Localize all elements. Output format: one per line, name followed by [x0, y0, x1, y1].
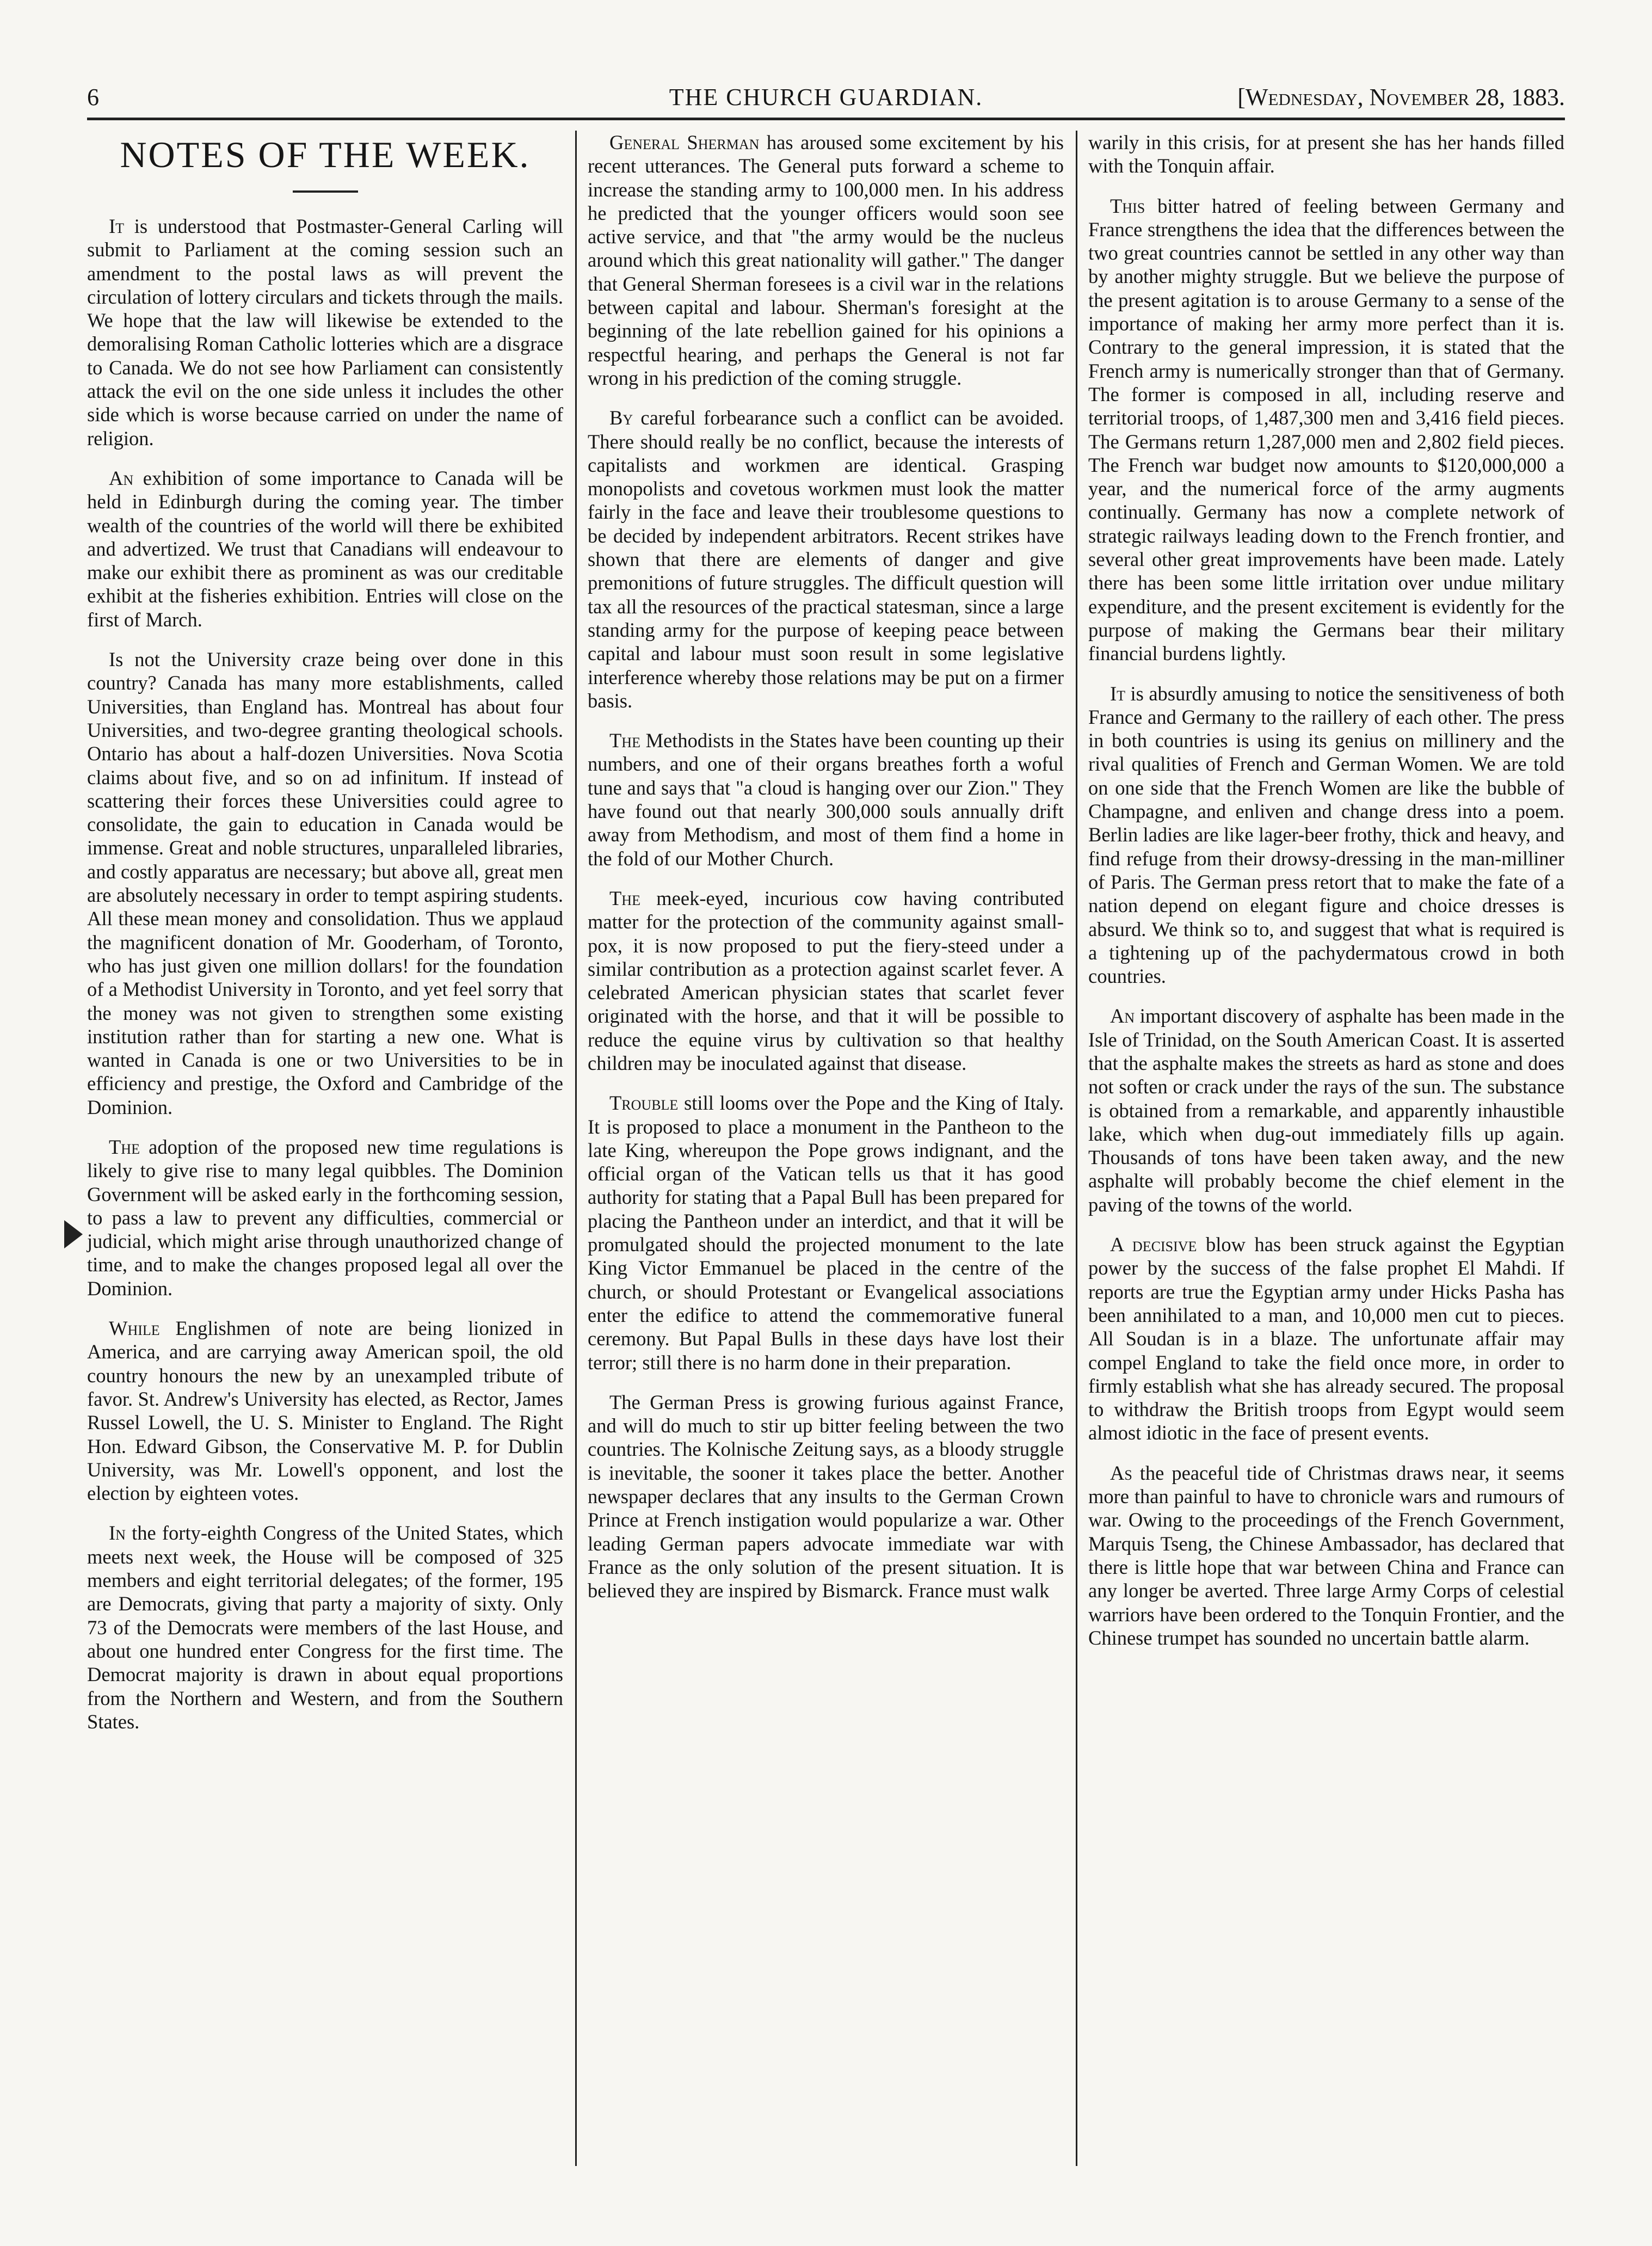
- note-paragraph: In the forty-eighth Congress of the United States, which meets next week, the House will be composed of 325 members and eight territorial delegates; of the former, 195 are Democrats, giving that party a majority of sixty. Only 73 of the Democrats were members of the last House, and about one hundred enter Congress for the first time. The Democrat majority is drawn in about equal proportions from the Northern and Western, and from the Southern States.: [87, 1522, 563, 1733]
- note-paragraph: As the peaceful tide of Christmas draws near, it seems more than painful to have to chronicle wars and rumours of war. Owing to the proceedings of the French Government, Marquis Tseng, the Chinese Ambassador, has declared that there is little hope that war between China and France can any longer be averted. Three large Army Corps of celestial warriors have been ordered to the Tonquin Frontier, and the Chinese trumpet has sounded no uncertain battle alarm.: [1088, 1461, 1564, 1649]
- note-paragraph: It is absurdly amusing to notice the sensitiveness of both France and Germany to the raillery of each other. The press in both countries is using its genius on millinery and the rival qualities of French and German Women. We are told on one side that the French Women are like the bubble of Champagne, and enliven and change dress into a poem. Berlin ladies are like lager-beer frothy, thick and heavy, and find refuge from their drowsy-dressing in the man-milliner of Paris. The German press retort that to make the fate of a nation depend on elegant figure and choice dresses is absurd. We think so to, and suggest that what is required is a tightening up of the pachydermatous crowd in both countries.: [1088, 682, 1564, 988]
- note-paragraph-continues: The German Press is growing furious against France, and will do much to stir up bitter feeling between the two countries. The Kolnische Zeitung says, as a bloody struggle is inevitable, the sooner it takes place the better. Another newspaper declares that any insults to the German Crown Prince at French instigation would popularize a war. Other leading German papers advocate immediate war with France as the only solution of the present situation. It is believed they are inspired by Bismarck. France must walk: [588, 1390, 1064, 1602]
- section-title: NOTES OF THE WEEK.: [120, 134, 531, 175]
- title-rule: [293, 190, 358, 193]
- column-1: [87, 131, 563, 1750]
- note-paragraph-continued: warily in this crisis, for at present she has her hands filled with the Tonquin affair.: [1088, 131, 1564, 177]
- column-3: [1088, 131, 1564, 1666]
- column-divider: [575, 131, 577, 2166]
- page-header: [87, 82, 1565, 113]
- note-paragraph: The meek-eyed, incurious cow having contributed matter for the protection of the community against small-pox, it is now proposed to put the fiery-steed under a similar contribution as a protection against scarlet fever. A celebrated American physician states that scarlet fever originated with the horse, and that it will be possible to reduce the equine virus by cultivation so that healthy children may be inoculated against that disease.: [588, 887, 1064, 1074]
- note-paragraph: A decisive blow has been struck against the Egyptian power by the success of the false prophet El Mahdi. If reports are true the Egyptian army under Hicks Pasha has been annihilated to a man, and 10,000 men cut to pieces. All Soudan is in a blaze. The unfortunate affair may compel England to take the field once more, in order to firmly establish what she has already secured. The proposal to withdraw the British troops from Egypt would seem almost idiotic in the face of present events.: [1088, 1233, 1565, 1444]
- page-number: 6: [87, 84, 99, 110]
- note-paragraph: The adoption of the proposed new time regulations is likely to give rise to many legal quibbles. The Dominion Government will be asked early in the forthcoming session, to pass a law to prevent any difficulties, commercial or judicial, which might arise through unauthorized change of time, and to make the changes proposed legal all over the Dominion.: [87, 1135, 563, 1300]
- header-rule: [87, 118, 1565, 120]
- note-paragraph: Is not the University craze being over done in this country? Canada has many more establishments, called Universities, than England has. Montreal has about four Universities, and two-degree granting theological schools. Ontario has about a half-dozen Universities. Nova Scotia claims about five, and so on ad infinitum. If instead of scattering their forces these Universities could agree to consolidate, the gain to education in Canada would be immense. Great and noble structures, unparalleled libraries, and costly apparatus are necessary; but above all, great men are absolutely necessary in order to tempt aspiring students. All these mean money and consolidation. Thus we applaud the magnificent donation of Mr. Gooderham, of Toronto, who has just given one million dollars! for the foundation of a Methodist University in Toronto, and yet feel sorry that the money was not given to strengthen some existing institution rather than for starting a new one. What is wanted in Canada is one or two Universities to be in efficiency and prestige, the Oxford and Cambridge of the Dominion.: [87, 648, 563, 1118]
- note-paragraph: Trouble still looms over the Pope and the King of Italy. It is proposed to place a monument in the Pantheon to the late King, whereupon the Pope grows indignant, and the official organ of the Vatican tells us that it has good authority for stating that a Papal Bull has been prepared for placing the Pantheon under an interdict, and that it will be promulgated should the projected monument to the late King Victor Emmanuel be placed in the centre of the church, or should Protestant or Evangelical associations enter the edifice to attend the commemorative funeral ceremony. But Papal Bulls in these days have lost their terror; still there is no harm done in their preparation.: [588, 1092, 1064, 1374]
- note-paragraph: It is understood that Postmaster-General Carling will submit to Parliament at the coming session such an amendment to the postal laws as will prevent the circulation of lottery circulars and tickets through the mails. We hope that the law will likewise be extended to the demoralising Roman Catholic lotteries which are a disgrace to Canada. We do not see how Parliament can consistently attack the evil on the one side unless it includes the other side which is worse because carried on under the name of religion.: [87, 215, 563, 450]
- note-paragraph: General Sherman has aroused some excitement by his recent utterances. The General puts forward a scheme to increase the standing army to 100,000 men. In his address he predicted that the younger officers would soon see active service, and that "the army would be the nucleus around which this great nationality will gather." The danger that General Sherman foresees is a civil war in the relations between capital and labour. Sherman's foresight at the beginning of the late rebellion gained for his opinions a respectful hearing, and perhaps the General is not far wrong in his prediction of the coming struggle.: [588, 131, 1064, 389]
- note-paragraph: By careful forbearance such a conflict can be avoided. There should really be no conflict, because the interests of capitalists and workmen are identical. Grasping monopolists and covetous workmen must look the matter fairly in the face and leave their troublesome questions to be decided by independent arbitrators. Recent strikes have shown that there are elements of danger and give premonitions of future struggles. The difficult question will tax all the resources of the practical statesman, since a large standing army for the purpose of keeping peace between capital and labour must soon result in some legislative interference whereby those relations may be put on a firmer basis.: [588, 407, 1064, 712]
- masthead: THE CHURCH GUARDIAN.: [669, 84, 983, 110]
- note-paragraph: An exhibition of some importance to Canada will be held in Edinburgh during the coming year. The timber wealth of the countries of the world will there be exhibited and advertized. We trust that Canadians will endeavour to make our exhibit there as prominent as was our creditable exhibit at the fisheries exhibition. Entries will close on the first of March.: [87, 466, 563, 631]
- column-2: [588, 131, 1064, 1619]
- note-paragraph: This bitter hatred of feeling between Germany and France strengthens the idea that the differences between the two great countries cannot be settled in any other way than by another mighty struggle. But we believe the purpose of the present agitation is to arouse Germany to a sense of the importance of making her army more perfect than it is. Contrary to the general impression, it is stated that the French army is numerically stronger than that of Germany. The former is composed in all, including reserve and territorial troops, of 1,487,300 men and 3,416 field pieces. The Germans return 1,287,000 men and 2,802 field pieces. The French war budget now amounts to $120,000,000 a year, and the numerical force of the army augments continually. Germany has now a complete network of strategic railways leading down to the French frontier, and several other great improvements have been made. Lately there has been some little irritation over undue military expenditure, and the present excitement is evidently for the purpose of making the Germans bear their military financial burdens lightly.: [1088, 194, 1564, 665]
- note-paragraph: An important discovery of asphalte has been made in the Isle of Trinidad, on the South American Coast. It is asserted that the asphalte makes the streets as hard as stone and does not soften or crack under the rays of the sun. The substance is obtained from a remarkable, and apparently inhaustible lake, which when dug-out immediately fills up again. Thousands of tons have been taken away, and the new asphalte will probably become the chief element in the paving of the towns of the world.: [1088, 1005, 1564, 1216]
- note-paragraph: The Methodists in the States have been counting up their numbers, and one of their organs breathes forth a woful tune and says that "a cloud is hanging over our Zion." They have found out that nearly 300,000 souls annually drift away from Methodism, and most of them find a home in the fold of our Mother Church.: [588, 729, 1064, 870]
- dateline: [Wednesday, November 28, 1883.: [1237, 84, 1565, 110]
- pointer-mark-icon: [64, 1220, 83, 1248]
- note-paragraph: While Englishmen of note are being lionized in America, and are carrying away American spoil, the old country honours the new by an unexampled tribute of favor. St. Andrew's University has elected, as Rector, James Russel Lowell, the U. S. Minister to England. The Right Hon. Edward Gibson, the Conservative M. P. for Dublin University, was Mr. Lowell's opponent, and lost the election by eighteen votes.: [87, 1317, 563, 1505]
- column-divider: [1076, 131, 1077, 2166]
